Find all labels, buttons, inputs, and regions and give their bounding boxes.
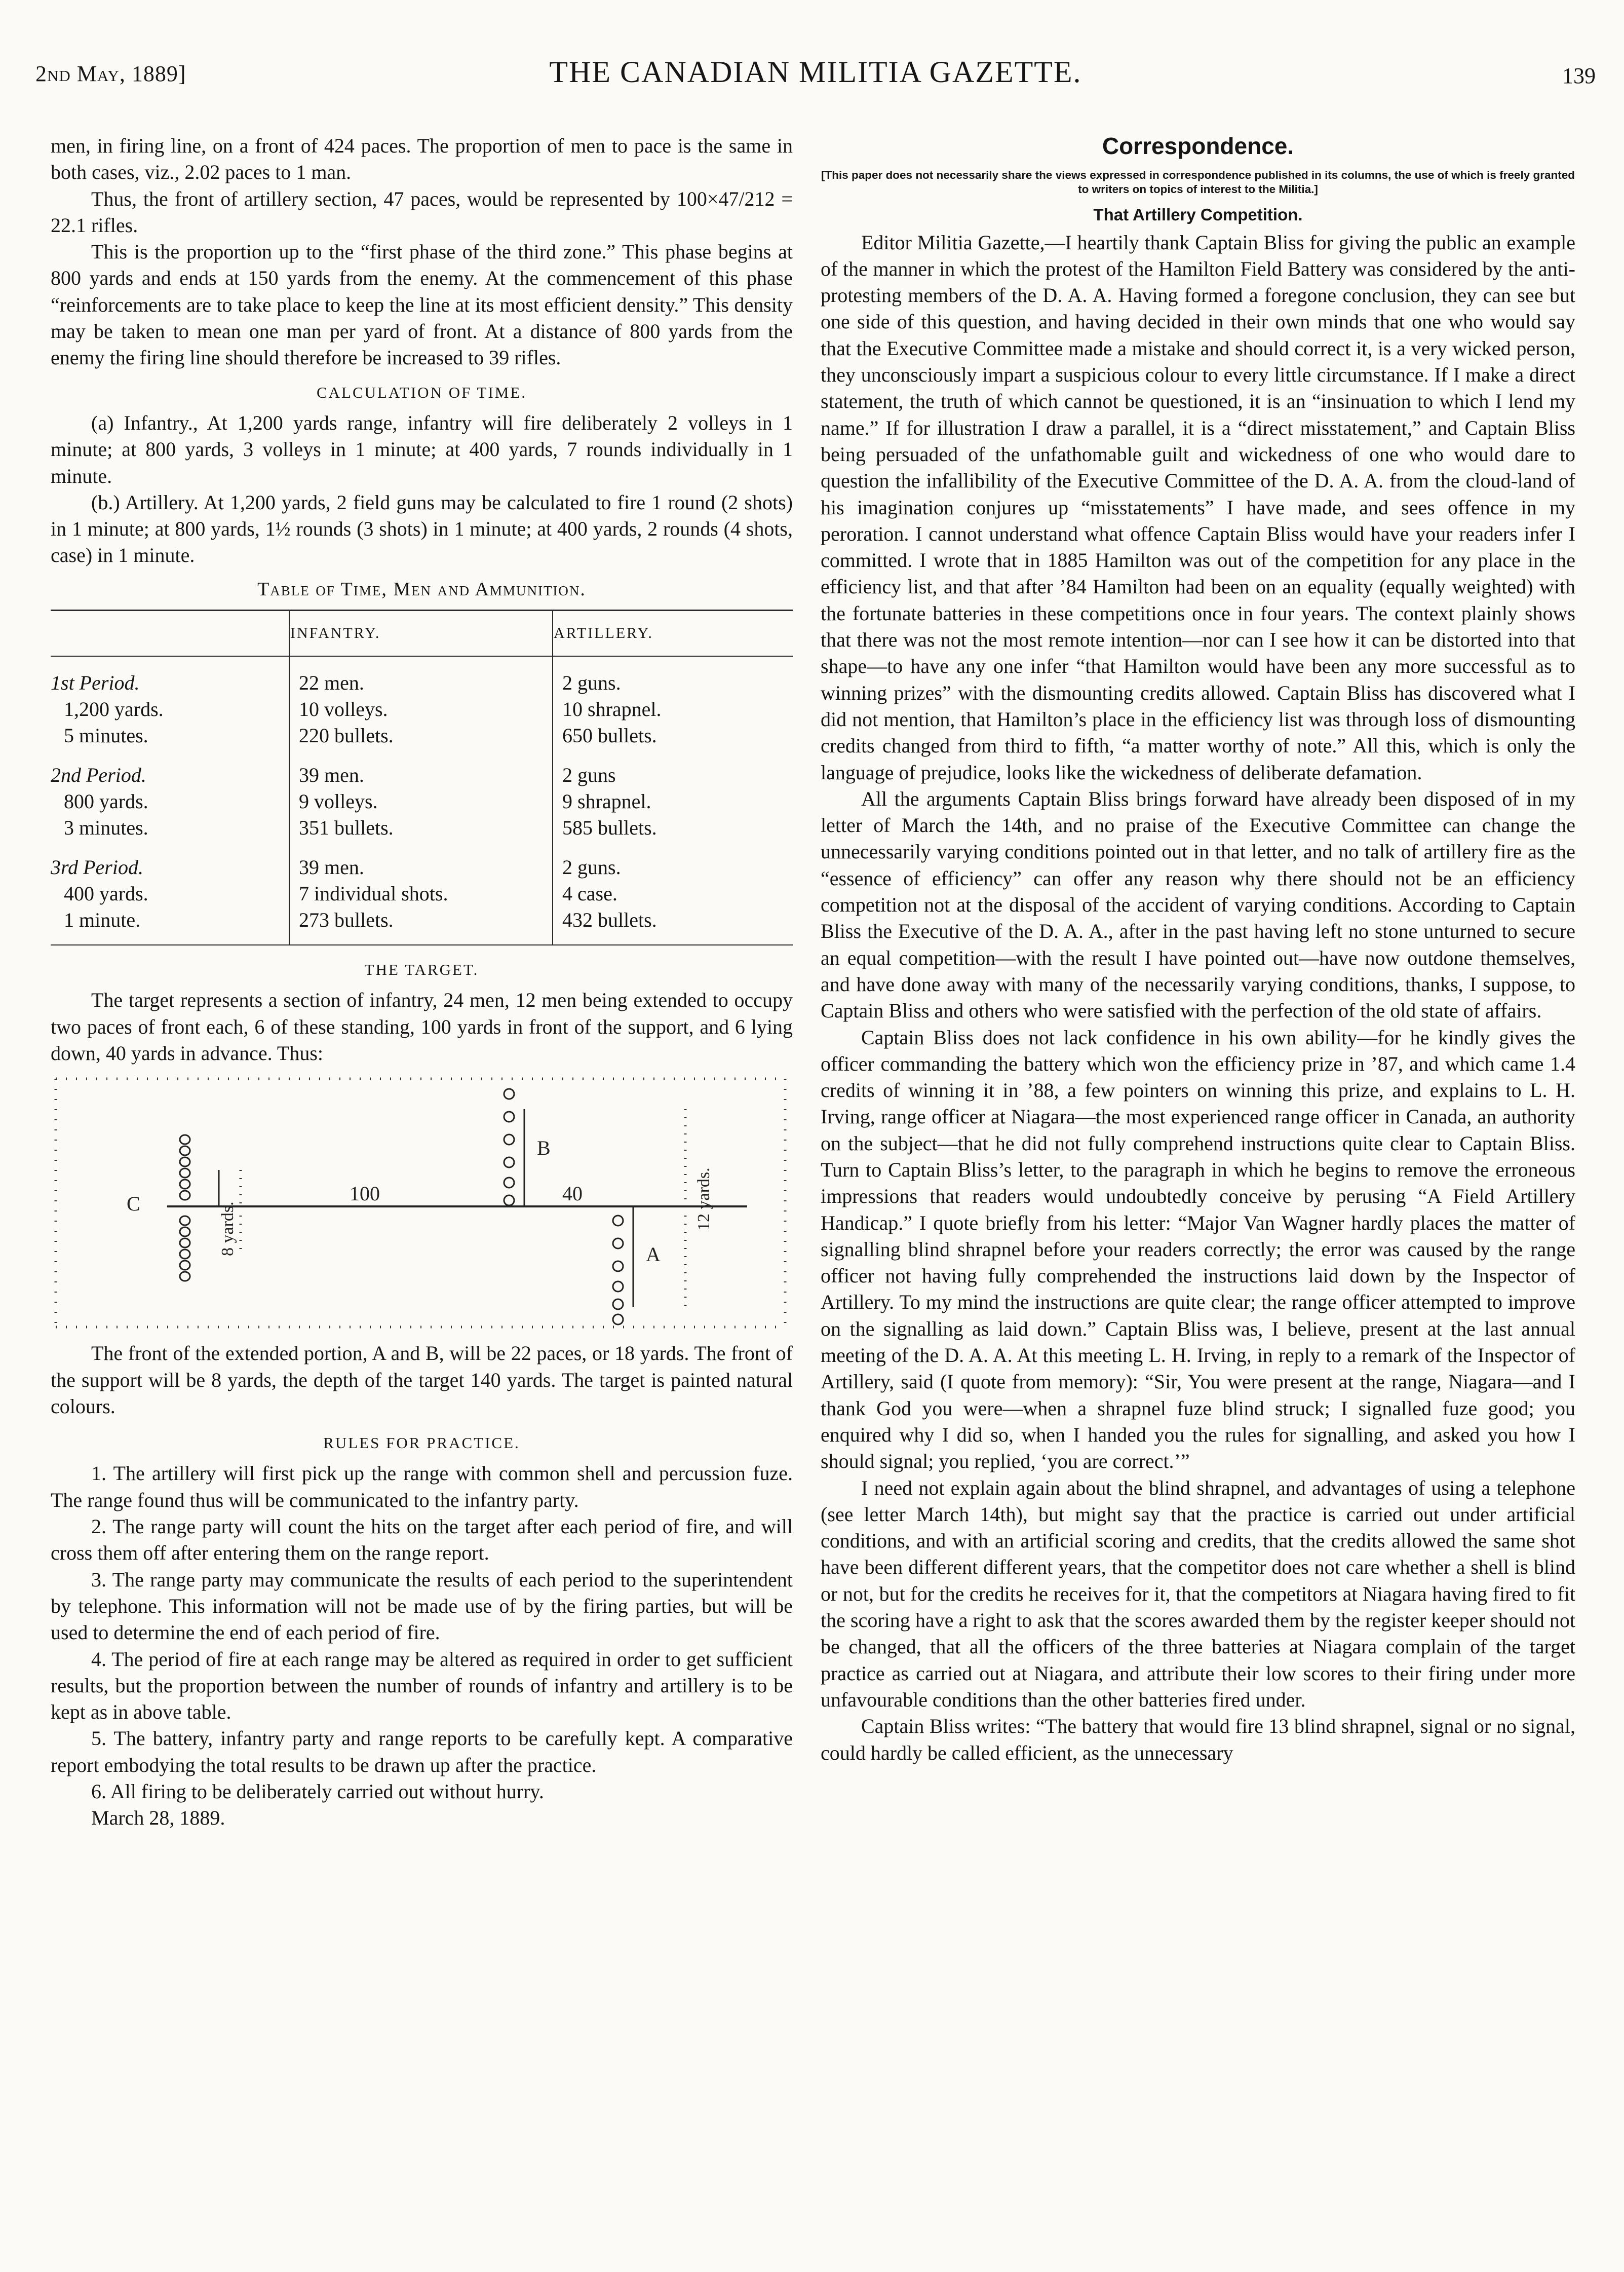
depth-8-yards: 8 yards. (218, 1201, 237, 1257)
letter-paragraph: I need not explain again about the blind shrapnel, and advantages of using a telephone (see letter March 14th), but might say that the practice is carried out under artificial conditions, and with an artificial scoring and credits, that the credits allowed the same shot have been different different years, that the competitor does not care whether a shell is blind or not, but for the credits he receives for it, that the competitors at Niagara having fired to fit the scoring have a right to ask that the scores awarded them by the register keeper should not be changed, that all the officers of the three batteries at Niagara complain of the target practice as carried out at Niagara, and attribute their low scores to their firing under more unfavourable conditions than the other batteries fired under. (821, 1476, 1575, 1711)
distance-100: 100 (350, 1182, 380, 1205)
editorial-note: [This paper does not necessarily share the views expressed in correspondence published in its columns, the use of which is freely granted to writers on topics of interest to the Militia.] (821, 169, 1575, 196)
rule-item: 4. The period of fire at each range may be altered as required in order to get sufficient results, but the proportion between the number of rounds of infantry and artillery is to be kept as in above table. (51, 1647, 793, 1724)
paragraph-artillery: (b.) Artillery. At 1,200 yards, 2 field guns may be calculated to fire 1 round (2 shots) in 1 minute; at 800 yards, 1½ rounds (3 shots) in 1 minute; at 400 yards, 2 rounds (4 shots, case) in 1 minute. (51, 490, 793, 567)
cell: 432 bullets. (562, 908, 657, 932)
letter-paragraph: All the arguments Captain Bliss brings forward have already been disposed of in my letter of March the 14th, and no praise of the Executive Committee can change the unnecessarily varying conditions pointed out in that letter, and no talk of artillery fire as the “essence of efficiency” can offer any reason why there should not be an efficiency competition not at the disposal of the accident of varying conditions. According to Captain Bliss the Executive of the D. A. A., after in the past having left no stone unturned to secure an equal competition—with the result I have pointed out—have now outdone themselves, and have done away with many of the necessarily varying conditions, thanks, I suppose, to Captain Bliss and others who were satisfied with the perfection of the old state of affairs. (821, 787, 1575, 1023)
paragraph: men, in firing line, on a front of 424 paces. The proportion of men to pace is the same in both cases, viz., 2.02 paces to 1 man. (51, 134, 793, 184)
time-cell: 1 minute. (64, 908, 141, 932)
column-header-artillery: ARTILLERY. (553, 611, 793, 657)
cell: 351 bullets. (299, 816, 394, 840)
table-row (51, 656, 793, 749)
label-c: C (127, 1192, 140, 1216)
time-cell: 5 minutes. (64, 724, 148, 747)
range-cell: 1,200 yards. (64, 698, 164, 721)
correspondence-heading: Correspondence. (1102, 133, 1294, 159)
right-column (821, 133, 1575, 1766)
depth-12-yards: 12 yards. (694, 1167, 713, 1231)
rule-item: 1. The artillery will first pick up the range with common shell and percussion fuze. The range found thus will be communicated to the infantry party. (51, 1462, 793, 1511)
signoff-date: March 28, 1889. (91, 1806, 225, 1830)
section-heading-calculation: CALCULATION OF TIME. (316, 383, 527, 401)
masthead (35, 55, 1596, 110)
target-diagram (51, 1074, 793, 1332)
left-column (51, 133, 793, 1832)
cell: 2 guns. (562, 671, 621, 695)
paragraph-infantry: (a) Infantry., At 1,200 yards range, infantry will fire deliberately 2 volleys in 1 minute; at 800 yards, 3 volleys in 1 minute; at 400 yards, 7 rounds individually in 1 minute. (51, 411, 793, 487)
rule-item: 3. The range party may communicate the results of each period to the superintendent by telephone. This information will not be made use of by the firing parties, but will be used to determine the end of each period of fire. (51, 1568, 793, 1644)
cell: 650 bullets. (562, 724, 657, 747)
cell: 39 men. (299, 764, 364, 787)
column-header-infantry: INFANTRY. (289, 611, 553, 657)
page-number: 139 (1562, 63, 1596, 88)
issue-date: 2nd May, 1889] (35, 61, 186, 86)
section-heading-rules: RULES FOR PRACTICE. (323, 1434, 520, 1452)
newspaper-title: THE CANADIAN MILITIA GAZETTE. (549, 55, 1082, 89)
cell: 9 volleys. (299, 790, 378, 813)
letter-title: That Artillery Competition. (1093, 205, 1303, 224)
rule-item: 2. The range party will count the hits on the target after each period of fire, and will cross them off after entering them on the range report. (51, 1515, 793, 1565)
paragraph: This is the proportion up to the “first phase of the third zone.” This phase begins at 800 yards and ends at 150 yards from the enemy. At the commencement of this phase “reinforcements are to take place to keep the line at its most efficient density.” This density may be taken to mean one man per yard of front. At a distance of 800 yards from the enemy the firing line should therefore be increased to 39 rifles. (51, 240, 793, 369)
table-row (51, 749, 793, 841)
time-cell: 3 minutes. (64, 816, 148, 840)
cell: 10 volleys. (299, 698, 388, 721)
cell: 220 bullets. (299, 724, 394, 747)
period-label: 2nd Period. (51, 764, 146, 787)
cell: 2 guns (562, 764, 616, 787)
cell: 7 individual shots. (299, 882, 448, 905)
letter-paragraph: Captain Bliss writes: “The battery that would fire 13 blind shrapnel, signal or no signal, could hardly be called efficient, as the unnecessary (821, 1715, 1575, 1764)
section-heading-target: THE TARGET. (364, 961, 479, 979)
range-cell: 800 yards. (64, 790, 148, 813)
distance-40: 40 (562, 1182, 583, 1205)
rule-item: 6. All firing to be deliberately carried out without hurry. (91, 1779, 544, 1803)
range-cell: 400 yards. (64, 882, 148, 905)
paragraph: Thus, the front of artillery section, 47 paces, would be represented by 100×47/212 = 22.1 rifles. (51, 187, 793, 237)
period-label: 1st Period. (51, 671, 140, 695)
rule-item: 5. The battery, infantry party and range reports to be carefully kept. A comparative report embodying the total results to be drawn up after the practice. (51, 1727, 793, 1776)
period-label: 3rd Period. (51, 856, 143, 879)
cell: 273 bullets. (299, 908, 394, 932)
target-diagram-svg (51, 1074, 793, 1332)
label-a: A (646, 1243, 661, 1266)
paragraph: The front of the extended portion, A and B, will be 22 paces, or 18 yards. The front of the support will be 8 yards, the depth of the target 140 yards. The target is painted natural colours. (51, 1342, 793, 1418)
table-row (51, 841, 793, 945)
cell: 4 case. (562, 882, 617, 905)
letter-paragraph: Editor Militia Gazette,—I heartily thank Captain Bliss for giving the public an example of the manner in which the protest of the Hamilton Field Battery was considered by the anti-protesting members of the D. A. A. Having formed a foregone conclusion, they can see but one side of this question, and having decided in their own minds that one who would say that the Executive Committee made a mistake and should correct it, is a very wicked person, they unconsciously impart a suspicious colour to every little circumstance. If I make a direct statement, the truth of which cannot be questioned, it is an “insinuation to which I lend my name.” If for illustration I draw a parallel, it is a “direct misstatement,” and Captain Bliss being persuaded of the unfathomable guilt and wickedness of one who would dare to question the infallibility of the Executive Committee of the D. A. A. from the cloud-land of his imagination conjures up “misstatements” I have made, and sees offence in my peroration. I cannot understand what offence Captain Bliss would have your readers infer I committed. I wrote that in 1885 Hamilton was out of the competition for any place in the efficiency list, and that after ’84 Hamilton had been on an equality (equally weighted) with the fortunate batteries in these competitions once in four years. The context plainly shows that there was not the most remote intention—nor can I see how it can be distorted into that shape—to have any one infer “that Hamilton would have been any more successful as to winning prizes” with the dismounting credits allowed. Captain Bliss has discovered what I did not mention, that Hamilton’s place in the efficiency list was through loss of dismounting credits changed from third to fifth, “a matter worthy of note.” All this, which is only the language of prejudice, looks like the wickedness of deliberate defamation. (821, 231, 1575, 784)
cell: 22 men. (299, 671, 364, 695)
letter-paragraph: Captain Bliss does not lack confidence in his own ability—for he kindly gives the officer commanding the battery which won the efficiency prize in ’87, and which came 1.4 credits of winning it in ’88, a few pointers on winning this prize, and explains to L. H. Irving, range officer at Niagara—the most experienced range officer in Canada, an authority on the subject—that he did not fully comprehend instructions quite clear to Captain Bliss. Turn to Captain Bliss’s letter, to the paragraph in which he begins to remove the erroneous impressions that readers would undoubtedly conceive by perusing “A Field Artillery Handicap.” I quote briefly from his letter: “Major Van Wagner hardly places the matter of signalling blind shrapnel before your readers correctly; the error was caused by the range officer not having fully comprehended the instructions laid down by the Inspector of Artillery. To my mind the instructions are quite clear; the range officer attempted to improve on the signalling as laid down.” Captain Bliss was, I believe, present at the last annual meeting of the D. A. A. At this meeting L. H. Irving, in reply to a remark of the Inspector of Artillery, said (I quote from memory): “Sir, You were present at the range, Niagara—and I thank God you were—when a shrapnel fuze blind struck; I signalled fuze good; you enquired why I did so, when I handed you the rules for signalling, and asked you how I should signal; you replied, ‘you are correct.’” (821, 1026, 1575, 1473)
table-title: Table of Time, Men and Ammunition. (257, 578, 586, 600)
time-men-ammunition-table (51, 610, 793, 945)
cell: 9 shrapnel. (562, 790, 651, 813)
label-b: B (537, 1137, 551, 1160)
cell: 39 men. (299, 856, 364, 879)
paragraph: The target represents a section of infantry, 24 men, 12 men being extended to occupy two paces of front each, 6 of these standing, 100 yards in front of the support, and 6 lying down, 40 yards in advance. Thus: (51, 989, 793, 1065)
cell: 2 guns. (562, 856, 621, 879)
cell: 10 shrapnel. (562, 698, 662, 721)
cell: 585 bullets. (562, 816, 657, 840)
